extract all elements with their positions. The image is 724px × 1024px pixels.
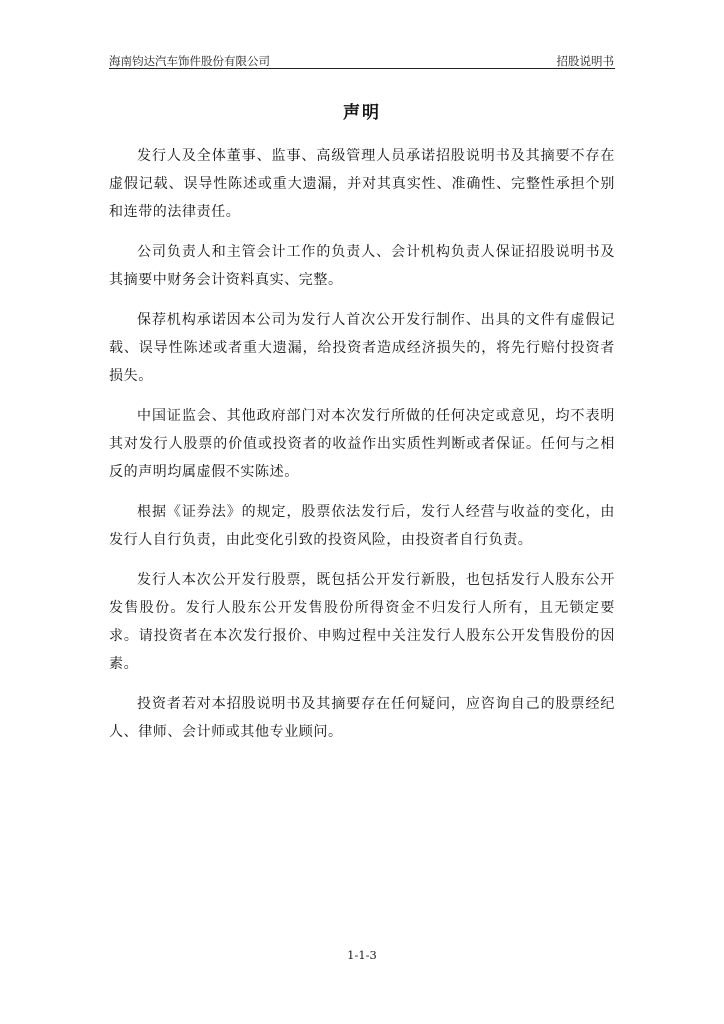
paragraph: 投资者若对本招股说明书及其摘要存在任何疑问，应咨询自己的股票经纪人、律师、会计师或其他专业顾问。 bbox=[109, 696, 615, 740]
paragraph: 根据《证券法》的规定，股票依法发行后，发行人经营与收益的变化，由发行人自行负责，由此变化引致的投资风险，由投资者自行负责。 bbox=[109, 504, 615, 548]
page-number: 1-1-3 bbox=[347, 948, 377, 962]
paragraph: 公司负责人和主管会计工作的负责人、会计机构负责人保证招股说明书及其摘要中财务会计资料真实、完整。 bbox=[109, 244, 615, 288]
header-company-name: 海南钧达汽车饰件股份有限公司 bbox=[109, 54, 270, 68]
page-title: 声明 bbox=[343, 103, 381, 123]
header-divider bbox=[109, 68, 615, 69]
paragraph: 中国证监会、其他政府部门对本次发行所做的任何决定或意见，均不表明其对发行人股票的价值或投资者的收益作出实质性判断或者保证。任何与之相反的声明均属虚假不实陈述。 bbox=[109, 408, 615, 480]
paragraph: 发行人本次公开发行股票，既包括公开发行新股，也包括发行人股东公开发售股份。发行人股东公开发售股份所得资金不归发行人所有，且无锁定要求。请投资者在本次发行报价、申购过程中关注发行人股东公开发售股份的因素。 bbox=[109, 572, 615, 672]
declaration-body bbox=[109, 142, 615, 758]
paragraph: 发行人及全体董事、监事、高级管理人员承诺招股说明书及其摘要不存在虚假记载、误导性陈述或重大遗漏，并对其真实性、准确性、完整性承担个别和连带的法律责任。 bbox=[109, 148, 615, 220]
paragraph: 保荐机构承诺因本公司为发行人首次公开发行制作、出具的文件有虚假记载、误导性陈述或者重大遗漏，给投资者造成经济损失的，将先行赔付投资者损失。 bbox=[109, 312, 615, 384]
header-document-type: 招股说明书 bbox=[556, 54, 614, 68]
page-header bbox=[109, 50, 614, 70]
